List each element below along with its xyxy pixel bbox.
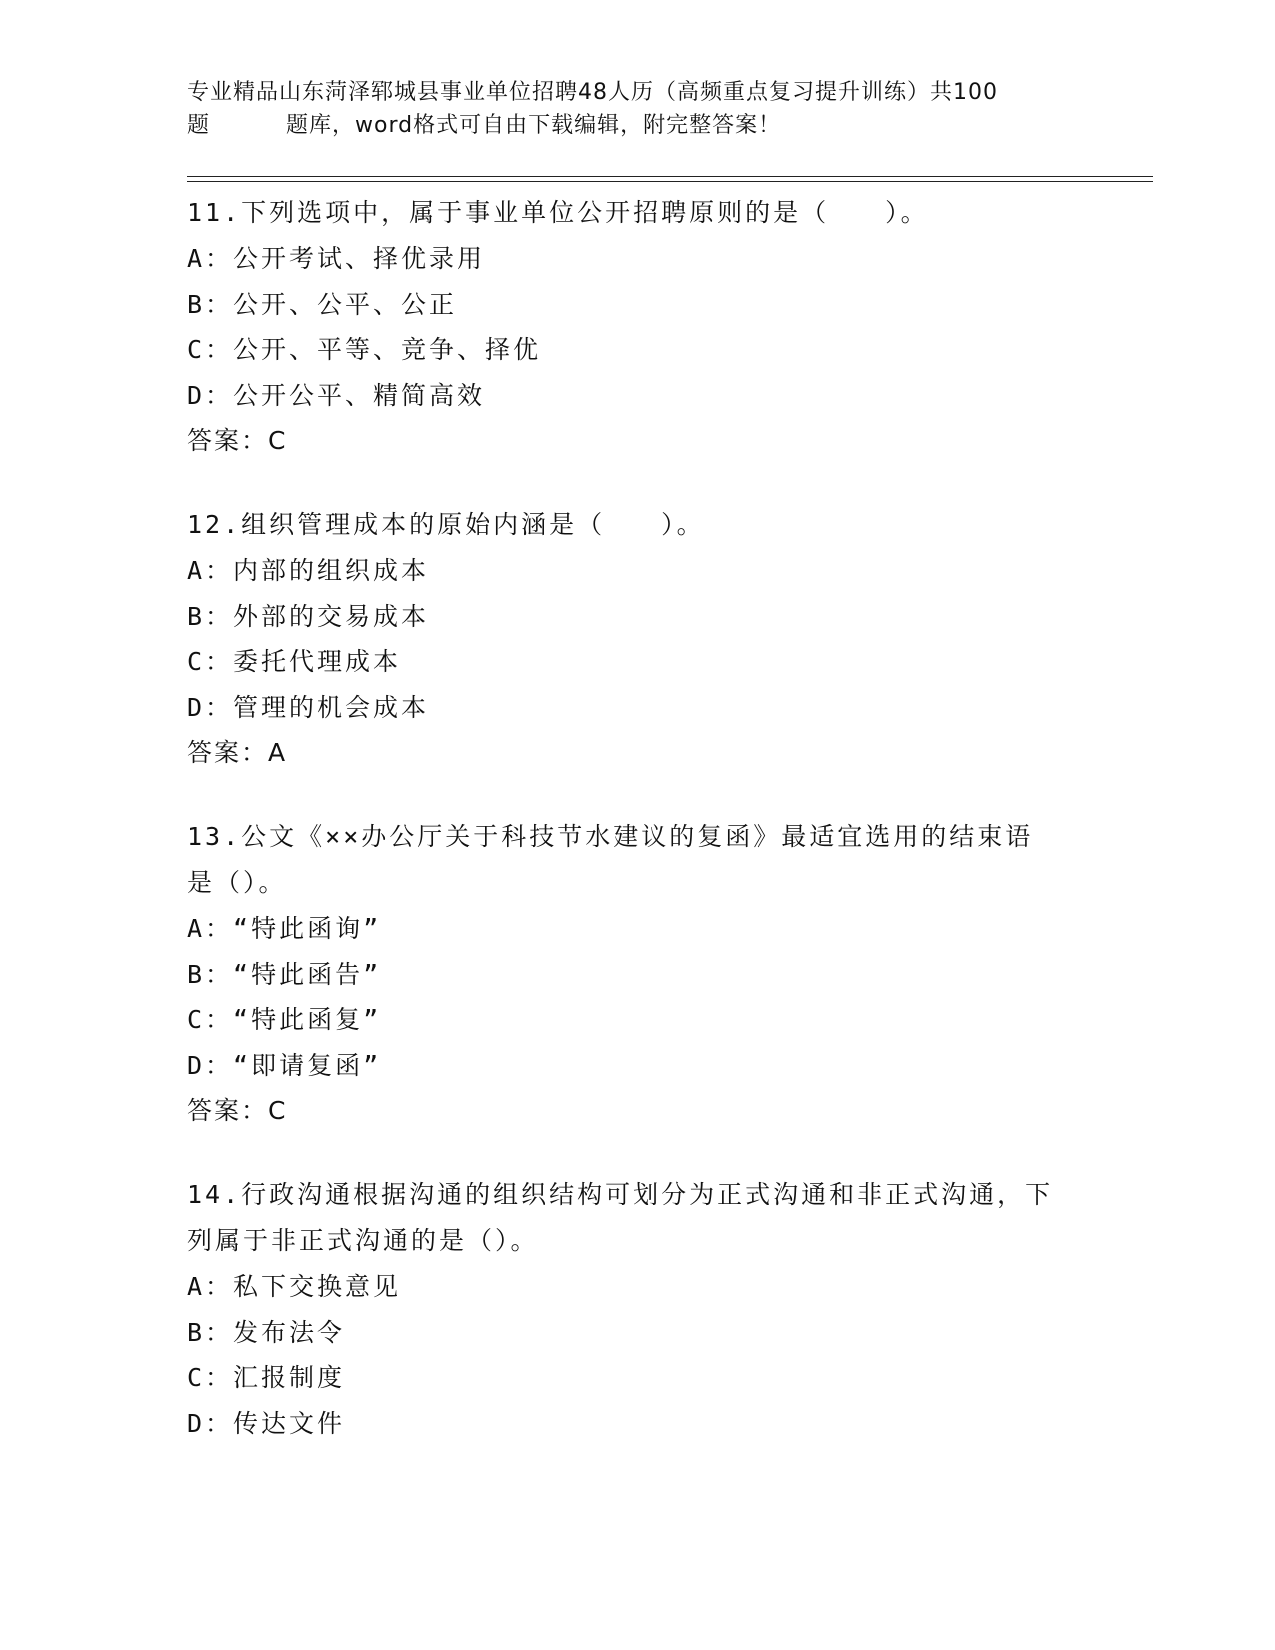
question-14	[187, 1172, 1087, 1446]
option-a: A：“特此函询”	[187, 914, 382, 943]
option-b: B：“特此函告”	[187, 959, 382, 989]
question-13	[187, 814, 1087, 1134]
header-title-line2	[187, 109, 1067, 142]
option-b: B：公开、公平、公正	[187, 289, 458, 319]
header-divider-top	[187, 176, 1153, 177]
question-11	[187, 190, 1087, 464]
question-text: 12.组织管理成本的原始内涵是（ ）。	[187, 510, 705, 539]
question-text-line2: 是（）。	[187, 868, 287, 897]
question-12	[187, 502, 1087, 776]
option-b: B：外部的交易成本	[187, 601, 430, 631]
option-d: D：公开公平、精简高效	[187, 380, 486, 410]
header-title-tail: 题库，word格式可自由下载编辑，附完整答案！	[286, 113, 782, 138]
option-c: C：公开、平等、竞争、择优	[187, 335, 542, 364]
answer: 答案：C	[187, 426, 288, 455]
question-list	[187, 190, 1087, 1484]
question-text-line2: 列属于非正式沟通的是（）。	[187, 1226, 539, 1255]
option-c: C：委托代理成本	[187, 647, 402, 676]
option-d: D：“即请复函”	[187, 1050, 382, 1080]
answer: 答案：A	[187, 738, 288, 767]
option-a: A：公开考试、择优录用	[187, 244, 486, 273]
header-title-fragment: 题	[187, 113, 211, 138]
question-text-line1: 13.公文《××办公厅关于科技节水建议的复函》最适宜选用的结束语	[187, 822, 1034, 851]
answer: 答案：C	[187, 1096, 288, 1125]
option-b: B：发布法令	[187, 1317, 346, 1347]
header-title-line1: 专业精品山东菏泽郓城县事业单位招聘48人历（高频重点复习提升训练）共100	[187, 80, 998, 105]
option-c: C：“特此函复”	[187, 1005, 382, 1034]
option-d: D：管理的机会成本	[187, 692, 430, 722]
question-text: 11.下列选项中，属于事业单位公开招聘原则的是（ ）。	[187, 198, 929, 227]
option-c: C：汇报制度	[187, 1363, 346, 1392]
header-divider-bottom	[187, 181, 1153, 182]
document-header	[187, 76, 1067, 142]
question-text-line1: 14.行政沟通根据沟通的组织结构可划分为正式沟通和非正式沟通，下	[187, 1180, 1054, 1209]
option-a: A：内部的组织成本	[187, 556, 430, 585]
option-d: D：传达文件	[187, 1408, 346, 1438]
option-a: A：私下交换意见	[187, 1272, 402, 1301]
